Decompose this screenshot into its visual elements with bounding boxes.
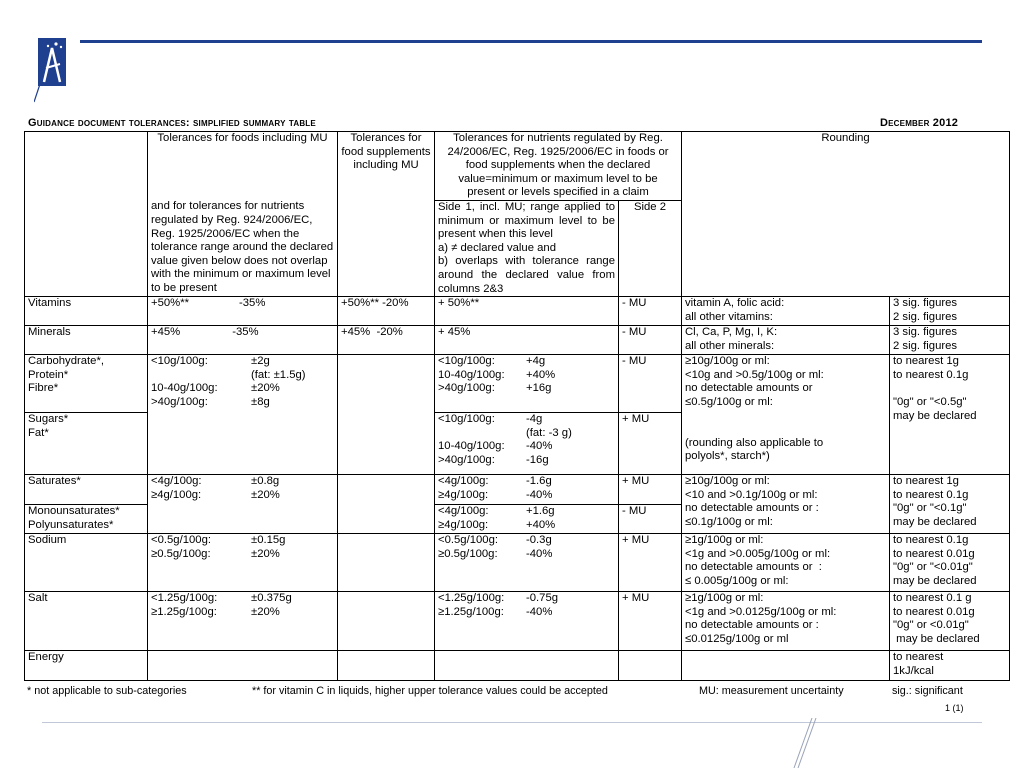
nutrient-name: Carbohydrate*, Protein* Fibre* (25, 355, 148, 413)
supplement-tolerance (338, 592, 435, 651)
side1-tolerance: <10g/100g: 10-40g/100g: >40g/100g: +4g +40% +16g (435, 355, 619, 413)
foods-tolerance: <4g/100g: ≥4g/100g: ±0.8g ±20% (148, 475, 338, 534)
supplement-tolerance: +50%** -20% (338, 297, 435, 326)
side2-tolerance: - MU (619, 297, 682, 326)
table-row (25, 651, 1010, 681)
side2-tolerance: - MU (619, 326, 682, 355)
nutrient-name: Monounsaturates* Polyunsaturates* (25, 505, 148, 534)
document-title: Guidance document tolerances: simplified summary table (28, 117, 316, 129)
rounding-value: to nearest 1g to nearest 0.1g "0g" or "<0.5g" may be declared (890, 355, 1010, 475)
side1-tolerance: <1.25g/100g: ≥1.25g/100g: -0.75g -40% (435, 592, 619, 651)
nutrient-name: Sodium (25, 534, 148, 592)
footnote-mu: MU: measurement uncertainty (699, 685, 844, 697)
rounding-rule: ≥10g/100g or ml: <10 and >0.1g/100g or ml: no detectable amounts or : ≤0.1g/100g or ml: (682, 475, 890, 534)
decorative-slash-icon (790, 718, 820, 768)
side1-tolerance: <4g/100g: ≥4g/100g: -1.6g -40% (435, 475, 619, 505)
supplement-tolerance (338, 355, 435, 475)
rounding-rule: ≥1g/100g or ml: <1g and >0.005g/100g or ml: no detectable amounts or : ≤ 0.005g/100g or ml: (682, 534, 890, 592)
side2-tolerance: + MU (619, 534, 682, 592)
side2-tolerance: + MU (619, 592, 682, 651)
side2-tolerance: + MU (619, 413, 682, 475)
side1-tolerance: + 45% (435, 326, 619, 355)
header-supplements: Tolerances for food supplements including MU (338, 132, 435, 297)
header-rounding: Rounding (682, 132, 1010, 297)
table-row (25, 592, 1010, 651)
footnote-vitamin-c: ** for vitamin C in liquids, higher upper tolerance values could be accepted (252, 685, 608, 697)
rounding-value: 3 sig. figures 2 sig. figures (890, 297, 1010, 326)
nutrient-name: Energy (25, 651, 148, 681)
rounding-rule (682, 651, 890, 681)
table-row (25, 534, 1010, 592)
foods-tolerance (148, 651, 338, 681)
document-date: December 2012 (880, 117, 959, 129)
supplement-tolerance (338, 475, 435, 534)
foods-tolerance: +50%** -35% (148, 297, 338, 326)
table-row (25, 297, 1010, 326)
rounding-rule: vitamin A, folic acid: all other vitamins: (682, 297, 890, 326)
side1-tolerance: <4g/100g: ≥4g/100g: +1.6g +40% (435, 505, 619, 534)
rounding-value: to nearest 1g to nearest 0.1g "0g" or "<0.1g" may be declared (890, 475, 1010, 534)
side2-tolerance: - MU (619, 355, 682, 413)
nutrient-name: Salt (25, 592, 148, 651)
nutrient-name: Minerals (25, 326, 148, 355)
table-row (25, 355, 1010, 413)
side2-tolerance: + MU (619, 475, 682, 505)
side1-tolerance: + 50%** (435, 297, 619, 326)
supplement-tolerance: +45% -20% (338, 326, 435, 355)
nutrient-name: Sugars* Fat* (25, 413, 148, 475)
foods-tolerance: <1.25g/100g: ≥1.25g/100g: ±0.375g ±20% (148, 592, 338, 651)
agency-logo-icon (34, 38, 78, 104)
header-empty-cell (25, 132, 148, 297)
table-header-row (25, 132, 1010, 201)
rounding-rule: ≥1g/100g or ml: <1g and >0.0125g/100g or ml: no detectable amounts or : ≤0.0125g/100g or ml (682, 592, 890, 651)
rounding-value: 3 sig. figures 2 sig. figures (890, 326, 1010, 355)
foods-tolerance: +45% -35% (148, 326, 338, 355)
page-number: 1 (1) (945, 703, 964, 713)
header-overlap-note: and for tolerances for nutrients regulated by Reg. 924/2006/EC, Reg. 1925/2006/EC when the tolerance range around the declared value given below does not overlap with the minimum or maximum level to be present (148, 200, 338, 296)
rounding-value: to nearest 1kJ/kcal (890, 651, 1010, 681)
supplement-tolerance (338, 651, 435, 681)
side2-tolerance: - MU (619, 505, 682, 534)
table-row (25, 326, 1010, 355)
tolerance-table (24, 131, 1010, 681)
header-foods: Tolerances for foods including MU (148, 132, 338, 201)
footnote-sig: sig.: significant (892, 685, 963, 697)
rounding-rule: ≥10g/100g or ml: <10g and >0.5g/100g or ml: no detectable amounts or ≤0.5g/100g or ml: (rounding also applicable to polyols*, starch*) (682, 355, 890, 475)
side1-tolerance: <0.5g/100g: ≥0.5g/100g: -0.3g -40% (435, 534, 619, 592)
footer-rule (42, 722, 982, 723)
foods-tolerance: <0.5g/100g: ≥0.5g/100g: ±0.15g ±20% (148, 534, 338, 592)
table-row (25, 475, 1010, 505)
side1-tolerance (435, 651, 619, 681)
supplement-tolerance (338, 534, 435, 592)
rounding-rule: Cl, Ca, P, Mg, I, K: all other minerals: (682, 326, 890, 355)
header-side1: Side 1, incl. MU; range applied to minimum or maximum level to be present when this level a) ≠ declared value and b) overlaps with tolerance range around the declared value from columns 2&3 (435, 200, 619, 296)
side2-tolerance (619, 651, 682, 681)
nutrient-name: Saturates* (25, 475, 148, 505)
side1-tolerance: <10g/100g: 10-40g/100g: >40g/100g: -4g (fat: -3 g) -40% -16g (435, 413, 619, 475)
foods-tolerance: <10g/100g: 10-40g/100g: >40g/100g: ±2g (fat: ±1.5g) ±20% ±8g (148, 355, 338, 475)
header-side2: Side 2 (619, 200, 682, 296)
footnote-subcategories: * not applicable to sub-categories (27, 685, 187, 697)
rounding-value: to nearest 0.1 g to nearest 0.01g "0g" or <0.01g" may be declared (890, 592, 1010, 651)
nutrient-name: Vitamins (25, 297, 148, 326)
header-rule (80, 40, 982, 43)
rounding-value: to nearest 0.1g to nearest 0.01g "0g" or "<0.01g" may be declared (890, 534, 1010, 592)
header-nutrients: Tolerances for nutrients regulated by Reg. 24/2006/EC, Reg. 1925/2006/EC in foods or food supplements when the declared value=minimum or maximum level to be present or levels specified in a claim (435, 132, 682, 201)
